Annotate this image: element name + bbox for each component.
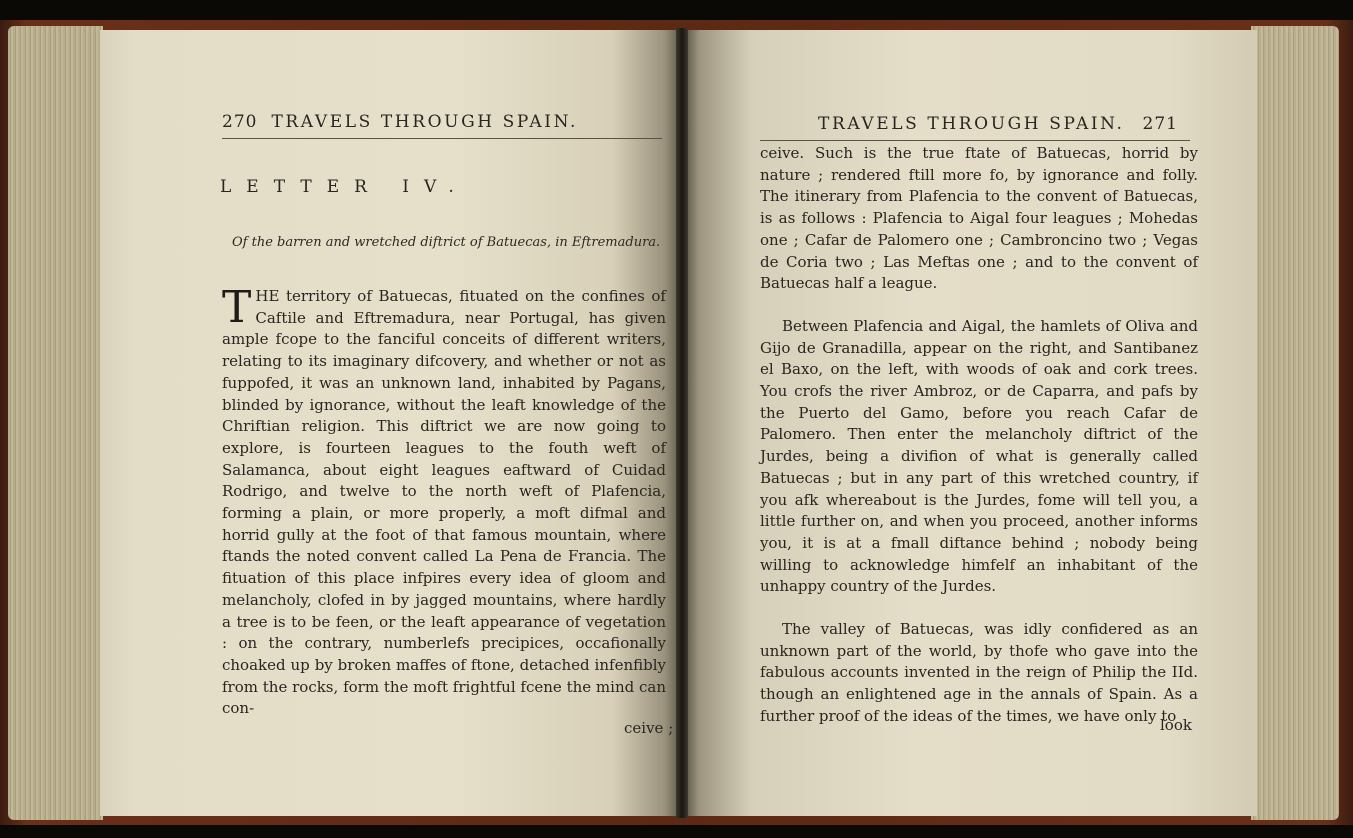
right-page-edges (1251, 26, 1339, 820)
right-body-text (760, 143, 1198, 728)
left-page-number: 270 (222, 112, 258, 132)
right-header-rule (760, 140, 1190, 141)
left-body-text (222, 282, 666, 720)
drop-cap: T (222, 282, 252, 333)
left-page-edges (8, 26, 103, 820)
left-running-head (222, 112, 578, 132)
left-running-title: TRAVELS THROUGH SPAIN. (271, 112, 578, 132)
letter-subtitle: Of the barren and wretched diftrict of Batuecas, in Eftremadura. (232, 235, 661, 250)
right-paragraph-1: ceive. Such is the true ftate of Batuecas, horrid by nature ; rendered ftill more fo, by ignorance and folly. The itinerary from Plafencia to the convent of Batuecas, is as follows : Plafencia to Aigal four leagues ; Mohedas one ; Cafar de Palomero one ; Cambroncino two ; Vegas de Coria two ; Las Meftas one ; and to the convent of Batuecas half a league. (760, 144, 1198, 293)
letter-title: LETTER IV. (220, 177, 469, 197)
right-paragraph-3: The valley of Batuecas, was idly confidered as an unknown part of the world, by thofe who gave into the fabulous accounts invented in the reign of Philip the IId. though an enlightened age in the annals of Spain. As a further proof of the ideas of the times, we have only to (760, 620, 1198, 725)
right-catchword: look (1160, 716, 1192, 734)
left-header-rule (222, 138, 662, 139)
right-page-number: 271 (1142, 114, 1178, 134)
right-running-head (818, 114, 1178, 134)
left-catchword: ceive ; (624, 719, 674, 737)
right-paragraph-2: Between Plafencia and Aigal, the hamlets of Oliva and Gijo de Granadilla, appear on the right, and Santibanez el Baxo, on the left, with woods of oak and cork trees. You crofs the river Ambroz, or de Caparra, and pafs by the Puerto del Gamo, before you reach Cafar de Palomero. Then enter the melancholy diftrict of the Jurdes, being a divifion of what is generally called Batuecas ; but in any part of this wretched country, if you afk whereabout is the Jurdes, fome will tell you, a little further on, and when you proceed, another informs you, it is at a fmall diftance behind ; nobody being willing to acknowledge himfelf an inhabitant of the unhappy country of the Jurdes. (760, 316, 1198, 596)
book-gutter (676, 28, 688, 818)
right-running-title: TRAVELS THROUGH SPAIN. (818, 114, 1125, 134)
left-body-paragraph: HE territory of Batuecas, fituated on the confines of Caftile and Eftremadura, near Portugal, has given ample fcope to the fanciful conceits of different writers, relating to its imaginary difcovery, and whether or not as fuppofed, it was an unknown land, inhabited by Pagans, blinded by ignorance, without the leaft knowledge of the Chriftian religion. This diftrict we are now going to explore, is fourteen leagues to the fouth weft of Salamanca, about eight leagues eaftward of Cuidad Rodrigo, and twelve to the north weft of Plafencia, forming a plain, or more properly, a moft difmal and horrid gully at the foot of that famous mountain, where ftands the noted convent called La Pena de Francia. The fituation of this place infpires every idea of gloom and melancholy, clofed in by jagged mountains, where hardly a tree is to be feen, or the leaft appearance of vegetation : on the contrary, numberlefs precipices, occafionally choaked up by broken maffes of ftone, detached infenfibly from the rocks, form the moft frightful fcene the mind can con- (222, 287, 666, 718)
